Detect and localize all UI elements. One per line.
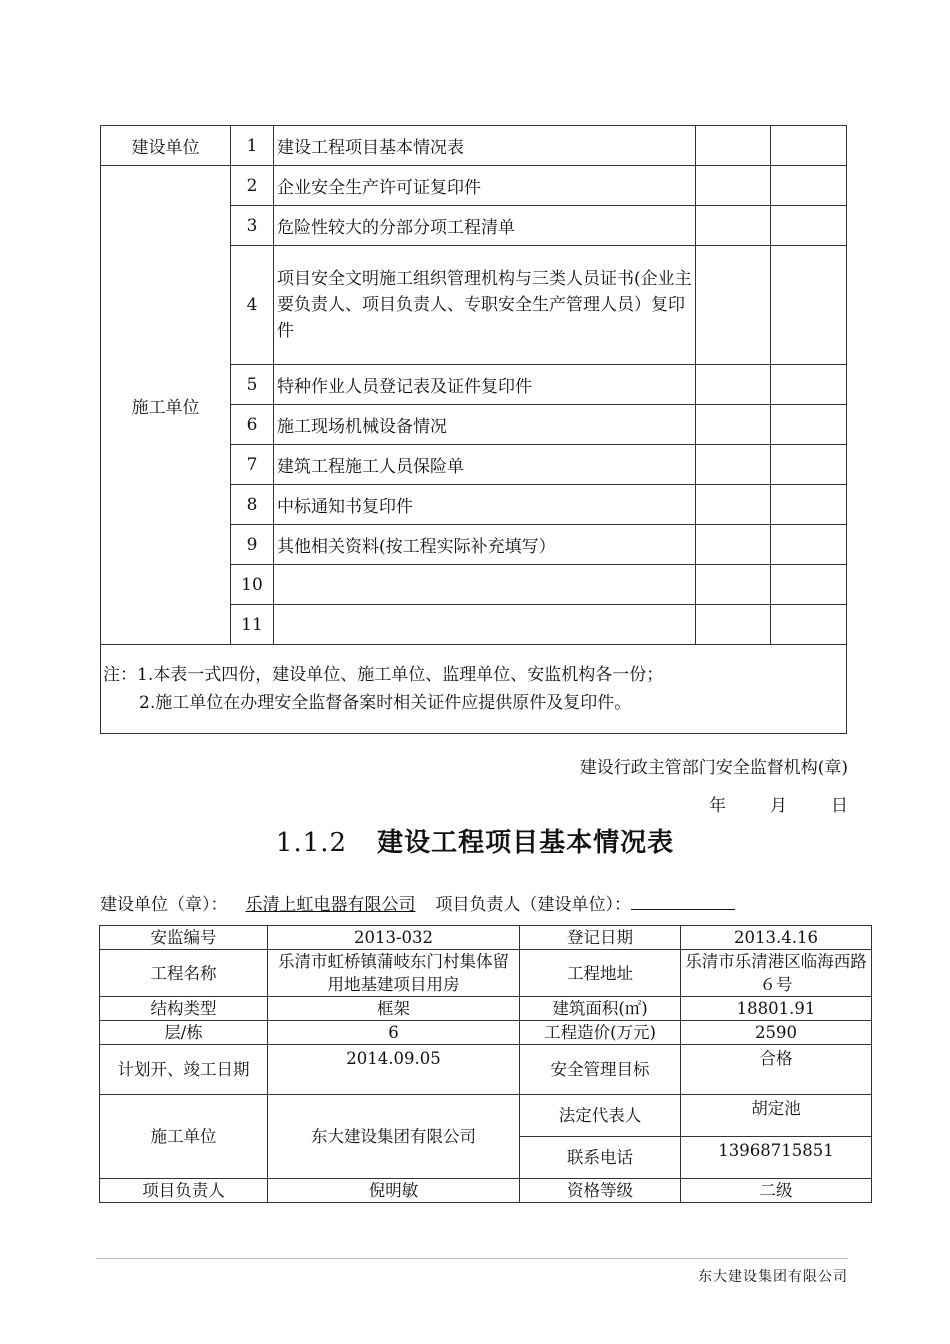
field-value: 二级 <box>681 1179 872 1203</box>
footer-divider <box>96 1258 848 1259</box>
row-item: 其他相关资料(按工程实际补充填写） <box>274 525 696 565</box>
check-cell <box>771 206 847 246</box>
note-line: 注：1.本表一式四份，建设单位、施工单位、监理单位、安监机构各一份； <box>103 665 664 685</box>
row-number: 5 <box>231 365 274 405</box>
check-cell <box>771 525 847 565</box>
section-number: 1.1.2 <box>275 828 348 858</box>
check-cell <box>771 485 847 525</box>
field-value: 2013.4.16 <box>681 926 872 950</box>
row-item: 建设工程项目基本情况表 <box>274 126 696 166</box>
row-item <box>274 565 696 605</box>
row-item: 项目安全文明施工组织管理机构与三类人员证书(企业主要负责人、项目负责人、专职安全生产管理人员）复印件 <box>274 246 696 365</box>
row-number: 8 <box>231 485 274 525</box>
unit-label: 施工单位 <box>101 166 231 645</box>
field-label: 工程造价(万元) <box>520 1021 681 1045</box>
note-row <box>101 645 847 734</box>
field-label: 联系电话 <box>520 1137 681 1179</box>
row-number: 10 <box>231 565 274 605</box>
field-label: 层/栋 <box>100 1021 268 1045</box>
row-number: 1 <box>231 126 274 166</box>
field-label: 计划开、竣工日期 <box>100 1045 268 1095</box>
document-checklist-table <box>100 125 847 734</box>
row-number: 6 <box>231 405 274 445</box>
field-value: 18801.91 <box>681 997 872 1021</box>
check-cell <box>771 126 847 166</box>
stamp-caption: 建设行政主管部门安全监督机构(章) <box>579 758 848 778</box>
check-cell <box>696 246 771 365</box>
check-cell <box>696 206 771 246</box>
row-item: 建筑工程施工人员保险单 <box>274 445 696 485</box>
table-row <box>100 950 872 997</box>
field-value: 倪明敏 <box>268 1179 520 1203</box>
check-cell <box>771 445 847 485</box>
check-cell <box>696 605 771 645</box>
check-cell <box>771 605 847 645</box>
table-row <box>100 1021 872 1045</box>
row-number: 4 <box>231 246 274 365</box>
field-label: 资格等级 <box>520 1179 681 1203</box>
check-cell <box>696 525 771 565</box>
check-cell <box>771 405 847 445</box>
field-label: 安监编号 <box>100 926 268 950</box>
unit-label: 建设单位（章）： <box>100 895 228 915</box>
field-label: 施工单位 <box>100 1095 268 1179</box>
field-label: 安全管理目标 <box>520 1045 681 1095</box>
date-line <box>709 791 848 816</box>
table-row <box>100 926 872 950</box>
check-cell <box>696 126 771 166</box>
field-value: 6 <box>268 1021 520 1045</box>
row-item: 危险性较大的分部分项工程清单 <box>274 206 696 246</box>
field-label: 登记日期 <box>520 926 681 950</box>
field-label: 建筑面积(㎡) <box>520 997 681 1021</box>
section-title: 建设工程项目基本情况表 <box>377 828 675 858</box>
row-number: 9 <box>231 525 274 565</box>
year-label: 年 <box>709 796 726 816</box>
row-number: 3 <box>231 206 274 246</box>
check-cell <box>696 365 771 405</box>
check-cell <box>696 565 771 605</box>
check-cell <box>771 246 847 365</box>
field-value: 2590 <box>681 1021 872 1045</box>
month-label: 月 <box>770 796 787 816</box>
field-label: 结构类型 <box>100 997 268 1021</box>
field-value: 2013-032 <box>268 926 520 950</box>
field-value: 胡定池 <box>681 1095 872 1137</box>
footer-company: 东大建设集团有限公司 <box>698 1269 848 1285</box>
field-label: 工程名称 <box>100 950 268 997</box>
note-line: 2.施工单位在办理安全监督备案时相关证件应提供原件及复印件。 <box>139 693 632 713</box>
manager-label: 项目负责人（建设单位）： <box>435 895 631 915</box>
check-cell <box>696 166 771 206</box>
table-row <box>100 1045 872 1095</box>
row-item: 施工现场机械设备情况 <box>274 405 696 445</box>
row-item: 特种作业人员登记表及证件复印件 <box>274 365 696 405</box>
field-value: 2014.09.05 <box>268 1045 520 1095</box>
check-cell <box>696 485 771 525</box>
check-cell <box>696 405 771 445</box>
check-cell <box>696 445 771 485</box>
check-cell <box>771 166 847 206</box>
row-number: 7 <box>231 445 274 485</box>
field-value: 乐清市乐清港区临海西路６号 <box>681 950 872 997</box>
row-item: 企业安全生产许可证复印件 <box>274 166 696 206</box>
project-info-table <box>99 925 872 1203</box>
row-number: 2 <box>231 166 274 206</box>
unit-value: 乐清上虹电器有限公司 <box>245 895 416 915</box>
field-value: 13968715851 <box>681 1137 872 1179</box>
row-number: 11 <box>231 605 274 645</box>
field-label: 法定代表人 <box>520 1095 681 1137</box>
field-value: 东大建设集团有限公司 <box>268 1095 520 1179</box>
field-label: 项目负责人 <box>100 1179 268 1203</box>
field-value: 乐清市虹桥镇蒲岐东门村集体留用地基建项目用房 <box>268 950 520 997</box>
table-row <box>101 126 847 166</box>
check-cell <box>771 565 847 605</box>
field-value: 合格 <box>681 1045 872 1095</box>
day-label: 日 <box>831 796 848 816</box>
table-row <box>100 1095 872 1137</box>
header-info-line <box>100 890 735 915</box>
table-note <box>101 645 847 734</box>
row-item <box>274 605 696 645</box>
table-row <box>100 1179 872 1203</box>
manager-blank <box>631 893 735 910</box>
section-heading <box>0 822 950 859</box>
row-item: 中标通知书复印件 <box>274 485 696 525</box>
unit-label: 建设单位 <box>101 126 231 166</box>
check-cell <box>771 365 847 405</box>
field-label: 工程地址 <box>520 950 681 997</box>
field-value: 框架 <box>268 997 520 1021</box>
table-row <box>101 166 847 206</box>
table-row <box>100 997 872 1021</box>
